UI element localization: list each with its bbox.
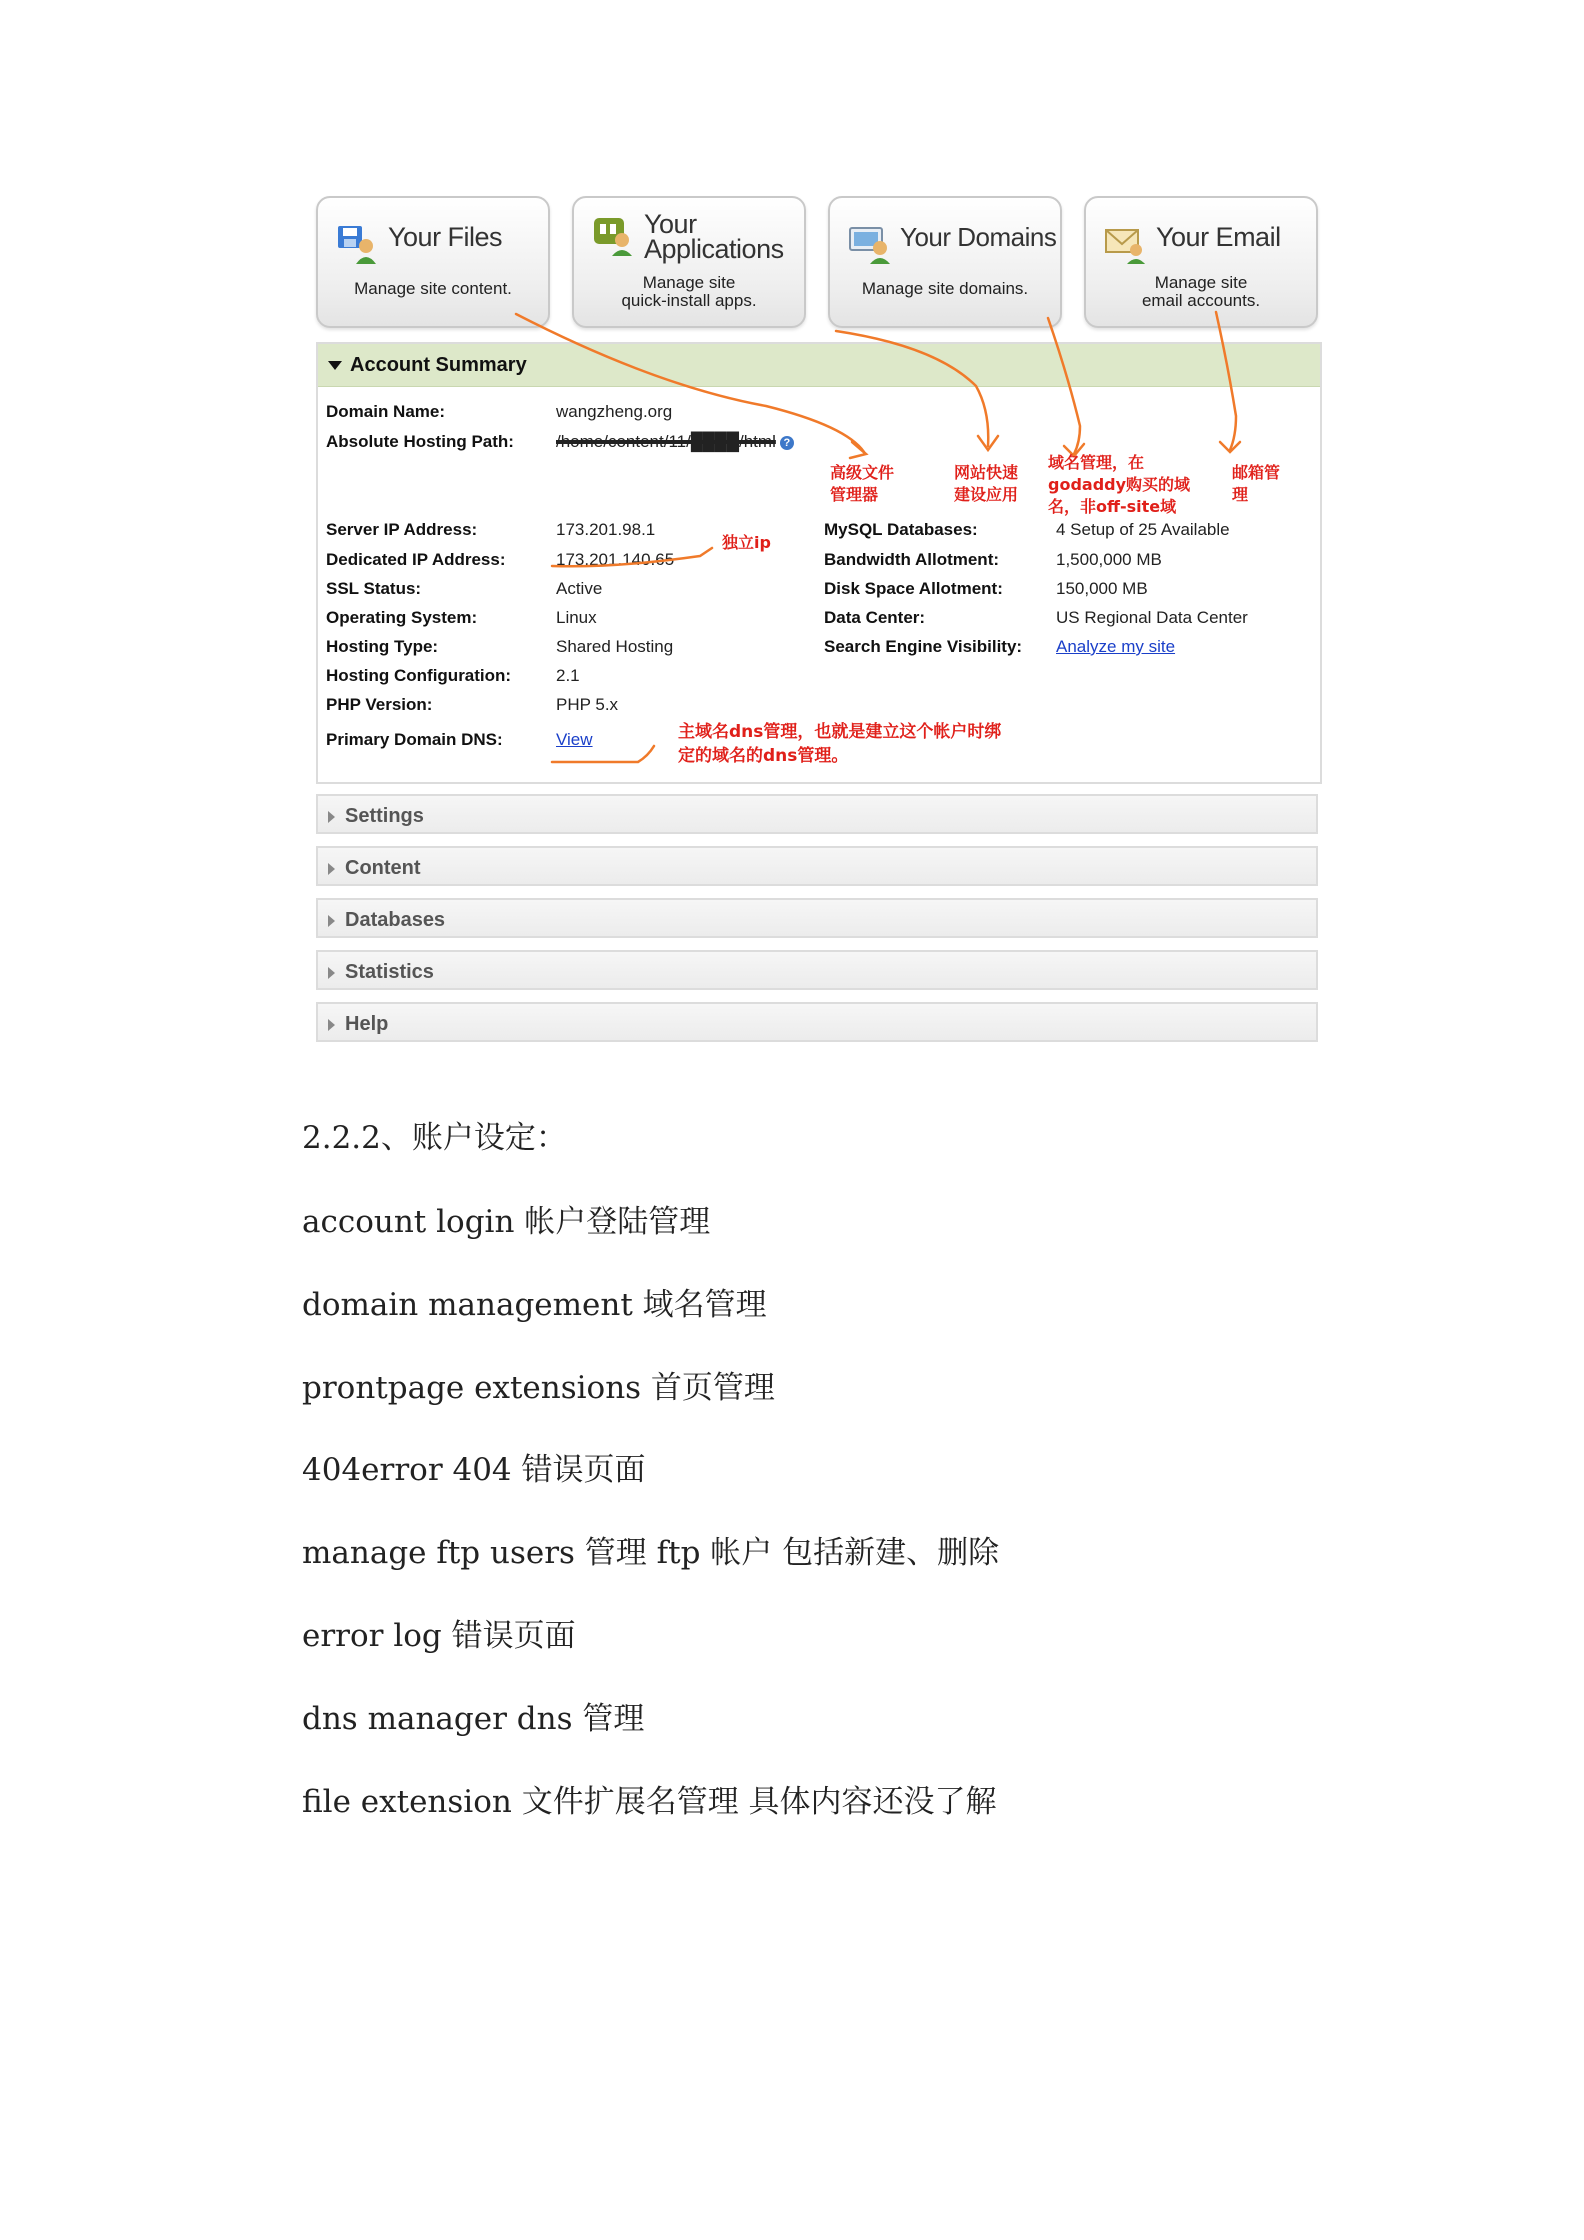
tile-subtitle bbox=[1086, 274, 1316, 310]
annotation-line: 建设应用 bbox=[954, 485, 1019, 504]
mysql-label: MySQL Databases: bbox=[824, 520, 978, 539]
php-version-label: PHP Version: bbox=[326, 695, 433, 714]
php-version-value: PHP 5.x bbox=[556, 695, 619, 714]
your-email-tile[interactable] bbox=[1084, 196, 1318, 328]
mysql-value: 4 Setup of 25 Available bbox=[1056, 520, 1230, 539]
your-applications-tile[interactable] bbox=[572, 196, 806, 328]
doc-line: prontpage extensions 首页管理 bbox=[302, 1370, 775, 1406]
collapsed-triangle-icon bbox=[328, 967, 335, 979]
annotation-line: 理 bbox=[1232, 485, 1249, 504]
annotation-line: 高级文件 bbox=[830, 463, 895, 482]
dedicated-ip-value: 173.201.140.65 bbox=[556, 550, 675, 569]
databases-section[interactable] bbox=[316, 898, 1318, 938]
doc-line: manage ftp users 管理 ftp 帐户 包括新建、删除 bbox=[302, 1535, 1000, 1571]
analyze-my-site-link[interactable]: Analyze my site bbox=[1056, 637, 1176, 656]
section-heading: 2.2.2、账户设定： bbox=[302, 1120, 567, 1156]
doc-line: domain management 域名管理 bbox=[302, 1287, 767, 1323]
tile-subtitle-line1: Manage site bbox=[1154, 273, 1248, 292]
tile-subtitle: Manage site content. bbox=[354, 279, 512, 298]
server-ip-label: Server IP Address: bbox=[326, 520, 478, 539]
section-label: Databases bbox=[345, 909, 446, 931]
section-label: Content bbox=[345, 857, 421, 879]
section-label: Settings bbox=[345, 805, 424, 827]
seo-visibility-label: Search Engine Visibility: bbox=[824, 637, 1023, 656]
envelope-icon bbox=[1104, 224, 1148, 264]
tile-subtitle-line2: quick-install apps. bbox=[621, 291, 757, 310]
tile-subtitle bbox=[574, 274, 804, 310]
annotation-files bbox=[830, 462, 894, 506]
collapsed-triangle-icon bbox=[328, 863, 335, 875]
account-summary-panel bbox=[316, 342, 1322, 784]
content-section[interactable] bbox=[316, 846, 1318, 886]
operating-system-label: Operating System: bbox=[326, 608, 478, 627]
tile-title: Your Domains bbox=[900, 222, 1057, 252]
hosting-control-panel-screenshot bbox=[316, 196, 1322, 1050]
annotation-dns bbox=[678, 720, 1001, 768]
annotation-line: 主域名dns管理，也就是建立这个帐户时绑 bbox=[678, 722, 1002, 742]
section-label: Help bbox=[345, 1013, 389, 1035]
tile-subtitle: Manage site domains. bbox=[861, 279, 1029, 298]
domains-icon bbox=[848, 224, 892, 264]
doc-line: 404error 404 错误页面 bbox=[302, 1452, 646, 1488]
data-center-label: Data Center: bbox=[824, 608, 926, 627]
domain-name-value: wangzheng.org bbox=[556, 402, 673, 421]
operating-system-value: Linux bbox=[556, 608, 597, 627]
tile-title: Your Files bbox=[388, 222, 503, 252]
doc-line: error log 错误页面 bbox=[302, 1618, 576, 1654]
floppy-disk-icon bbox=[336, 224, 380, 264]
hosting-config-label: Hosting Configuration: bbox=[326, 666, 512, 685]
annotation-line: 定的域名的dns管理。 bbox=[678, 746, 849, 766]
tile-title-line2: Applications bbox=[644, 234, 784, 264]
help-section[interactable] bbox=[316, 1002, 1318, 1042]
applications-icon bbox=[592, 216, 636, 256]
ssl-status-value: Active bbox=[556, 579, 603, 598]
data-center-value: US Regional Data Center bbox=[1056, 608, 1248, 627]
annotation-apps bbox=[954, 462, 1018, 506]
doc-line: dns manager dns 管理 bbox=[302, 1701, 645, 1737]
tile-subtitle-line2: email accounts. bbox=[1141, 291, 1261, 310]
primary-dns-view-link[interactable]: View bbox=[556, 730, 593, 749]
dedicated-ip-label: Dedicated IP Address: bbox=[326, 550, 506, 569]
bandwidth-value: 1,500,000 MB bbox=[1056, 550, 1162, 569]
collapsed-triangle-icon bbox=[328, 915, 335, 927]
hosting-path-label: Absolute Hosting Path: bbox=[326, 432, 514, 451]
annotation-line: 域名管理，在 bbox=[1048, 453, 1145, 472]
hosting-type-value: Shared Hosting bbox=[556, 637, 674, 656]
account-summary-header[interactable] bbox=[318, 344, 1320, 387]
doc-line: account login 帐户登陆管理 bbox=[302, 1204, 711, 1240]
annotation-line: 名，非off-site域 bbox=[1048, 497, 1177, 516]
doc-line: file extension 文件扩展名管理 具体内容还没了解 bbox=[302, 1784, 997, 1820]
disk-space-label: Disk Space Allotment: bbox=[824, 579, 1003, 598]
section-label: Statistics bbox=[345, 961, 434, 983]
collapsed-triangle-icon bbox=[328, 1019, 335, 1031]
annotation-domains bbox=[1048, 452, 1190, 518]
your-domains-tile[interactable] bbox=[828, 196, 1062, 328]
annotation-line: 邮箱管 bbox=[1232, 463, 1281, 482]
your-files-tile[interactable] bbox=[316, 196, 550, 328]
hosting-type-label: Hosting Type: bbox=[326, 637, 439, 656]
annotation-email bbox=[1232, 462, 1280, 506]
annotation-line: godaddy购买的域 bbox=[1048, 475, 1191, 494]
primary-dns-label: Primary Domain DNS: bbox=[326, 730, 503, 749]
tile-title-line1: Your bbox=[644, 209, 697, 239]
bandwidth-label: Bandwidth Allotment: bbox=[824, 550, 1000, 569]
account-summary-title: Account Summary bbox=[350, 354, 527, 376]
hosting-path-text: /home/content/11/████/html bbox=[556, 432, 776, 451]
tile-subtitle-line1: Manage site bbox=[642, 273, 736, 292]
settings-section[interactable] bbox=[316, 794, 1318, 834]
hosting-config-value: 2.1 bbox=[556, 666, 580, 685]
annotation-line: 网站快速 bbox=[954, 463, 1019, 482]
collapsed-triangle-icon bbox=[328, 811, 335, 823]
tile-title bbox=[644, 209, 784, 264]
ssl-status-label: SSL Status: bbox=[326, 579, 422, 598]
domain-name-label: Domain Name: bbox=[326, 402, 446, 421]
tile-title: Your Email bbox=[1156, 222, 1281, 252]
expanded-triangle-icon bbox=[328, 361, 342, 370]
statistics-section[interactable] bbox=[316, 950, 1318, 990]
disk-space-value: 150,000 MB bbox=[1056, 579, 1148, 598]
annotation-ip: 独立ip bbox=[722, 533, 771, 552]
help-icon[interactable]: ? bbox=[780, 436, 794, 450]
hosting-path-value bbox=[556, 432, 794, 452]
annotation-line: 管理器 bbox=[830, 485, 879, 504]
server-ip-value: 173.201.98.1 bbox=[556, 520, 656, 539]
